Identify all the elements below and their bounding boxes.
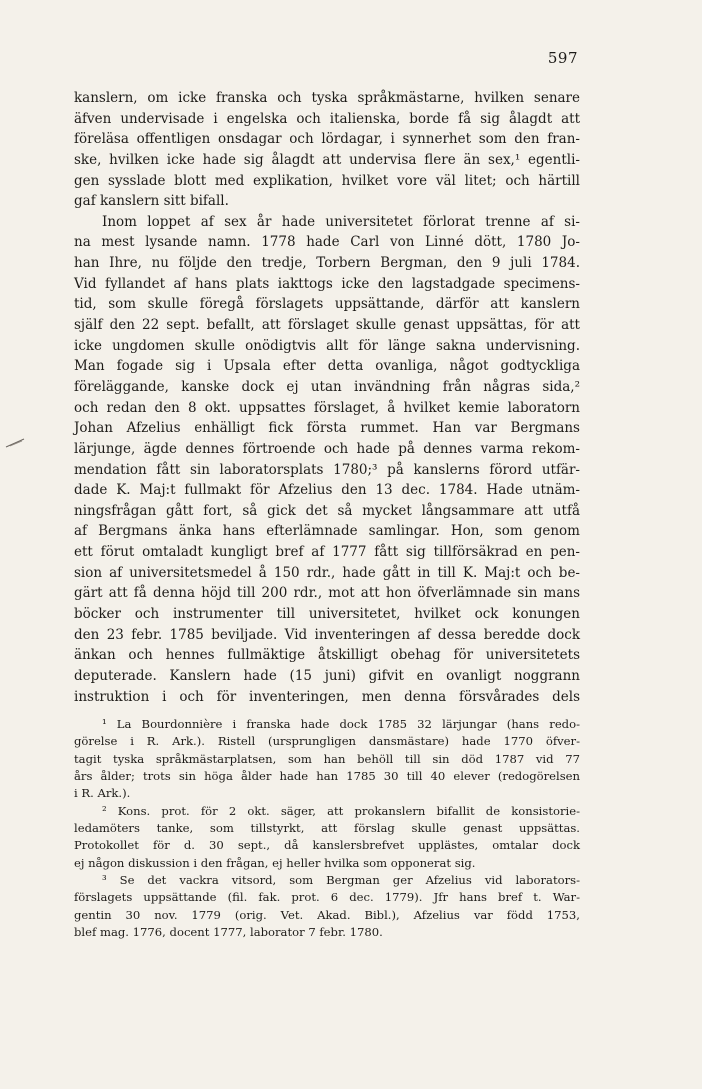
body-line: af Bergmans änka hans efterlämnade samlingar. Hon, som genom [74, 523, 580, 540]
footnote-line: i R. Ark.). [74, 786, 131, 801]
page-number: 597 [547, 49, 578, 67]
footnote-line: blef mag. 1776, docent 1777, laborator 7 febr. 1780. [74, 925, 383, 940]
footnote-line: ³ Se det vackra vitsord, som Bergman ger Afzelius vid laborators- [102, 873, 580, 888]
body-line: kanslern, om icke franska och tyska språkmästarne, hvilken senare [74, 90, 580, 106]
body-line: Johan Afzelius enhälligt fick första rummet. Han var Bergmans [74, 420, 580, 437]
body-line: icke ungdomen skulle onödigtvis allt för länge sakna undervisning. [74, 337, 580, 354]
body-line: själf den 22 sept. befallt, att förslaget skulle genast uppsättas, för att [74, 317, 580, 334]
body-line: ningsfrågan gått fort, så gick det så mycket långsammare att utfå [74, 502, 580, 519]
body-line: gärt att få denna höjd till 200 rdr., mot att hon öfverlämnade sin mans [74, 585, 580, 602]
body-line: na mest lysande namn. 1778 hade Carl von Linné dött, 1780 Jo- [74, 234, 580, 251]
body-line: böcker och instrumenter till universitetet, hvilket ock konungen [74, 606, 580, 623]
main-body-text [74, 88, 580, 707]
footnote-line: ² Kons. prot. för 2 okt. säger, att prokanslern bifallit de konsistorie- [102, 803, 580, 818]
footnote-line: års ålder; trots sin höga ålder hade han 1785 30 till 40 elever (redogörelsen [74, 769, 580, 784]
body-line: han Ihre, nu följde den tredje, Torbern Bergman, den 9 juli 1784. [74, 255, 580, 272]
body-line: ske, hvilken icke hade sig ålagdt att undervisa flere än sex,¹ egentli- [74, 151, 580, 168]
body-line: mendation fått sin laboratorsplats 1780;³ på kanslerns förord utfär- [74, 461, 580, 478]
body-line: sion af universitetsmedel å 150 rdr., hade gått in till K. Maj:t och be- [74, 564, 580, 581]
body-line: änkan och hennes fullmäktige åtskilligt obehag för universitetets [74, 647, 580, 664]
body-line: deputerade. Kanslern hade (15 juni) gifvit en ovanligt noggrann [74, 667, 580, 684]
body-line: ett förut omtaladt kungligt bref af 1777 fått sig tillförsäkrad en pen- [74, 544, 580, 561]
body-line: gaf kanslern sitt bifall. [74, 193, 229, 210]
footnote-line: Protokollet för d. 30 sept., då kanslersbrefvet upplästes, omtalar dock [74, 838, 580, 853]
body-line: dade K. Maj:t fullmakt för Afzelius den 13 dec. 1784. Hade utnäm- [74, 482, 580, 499]
body-line: och redan den 8 okt. uppsattes förslaget, å hvilket kemie laboratorn [74, 399, 580, 416]
body-line: lärjunge, ägde dennes förtroende och hade på dennes varma rekom- [74, 440, 580, 457]
body-line: Vid fyllandet af hans plats iakttogs icke den lagstadgade specimens- [74, 275, 580, 292]
body-line: Inom loppet af sex år hade universitetet förlorat trenne af si- [102, 213, 580, 230]
body-line: äfven undervisade i engelska och italienska, borde få sig ålagdt att [74, 110, 580, 127]
footnote-line: gentin 30 nov. 1779 (orig. Vet. Akad. Bibl.), Afzelius var född 1753, [74, 907, 580, 922]
body-line: den 23 febr. 1785 beviljade. Vid inventeringen af dessa beredde dock [74, 626, 580, 643]
footnotes [74, 716, 580, 941]
footnote-line: ej någon diskussion i den frågan, ej heller hvilka som opponerat sig. [74, 855, 476, 870]
footnote-line: tagit tyska språkmästarplatsen, som han behöll till sin död 1787 vid 77 [74, 751, 580, 766]
body-line: Man fogade sig i Upsala efter detta ovanliga, något godtyckliga [74, 358, 580, 375]
body-line: föreläggande, kanske dock ej utan invändning från någras sida,² [74, 378, 580, 395]
body-line: föreläsa offentligen onsdagar och lördagar, i synnerhet som den fran- [74, 131, 580, 148]
footnote-line: ledamöters tanke, som tillstyrkt, att förslag skulle genast uppsättas. [74, 821, 580, 836]
body-line: gen sysslade blott med explikation, hvilket vore väl litet; och härtill [74, 172, 580, 189]
margin-pencil-mark [4, 434, 26, 446]
footnote-line: förslagets uppsättande (fil. fak. prot. 6 dec. 1779). Jfr hans bref t. War- [74, 890, 580, 905]
body-line: instruktion i och för inventeringen, men denna försvårades dels [74, 688, 580, 705]
footnote-line: ¹ La Bourdonnière i franska hade dock 1785 32 lärjungar (hans redo- [102, 717, 580, 731]
body-line: tid, som skulle föregå förslagets uppsättande, därför att kanslern [74, 296, 580, 313]
footnote-line: görelse i R. Ark.). Ristell (ursprungligen dansmästare) hade 1770 öfver- [74, 734, 580, 749]
